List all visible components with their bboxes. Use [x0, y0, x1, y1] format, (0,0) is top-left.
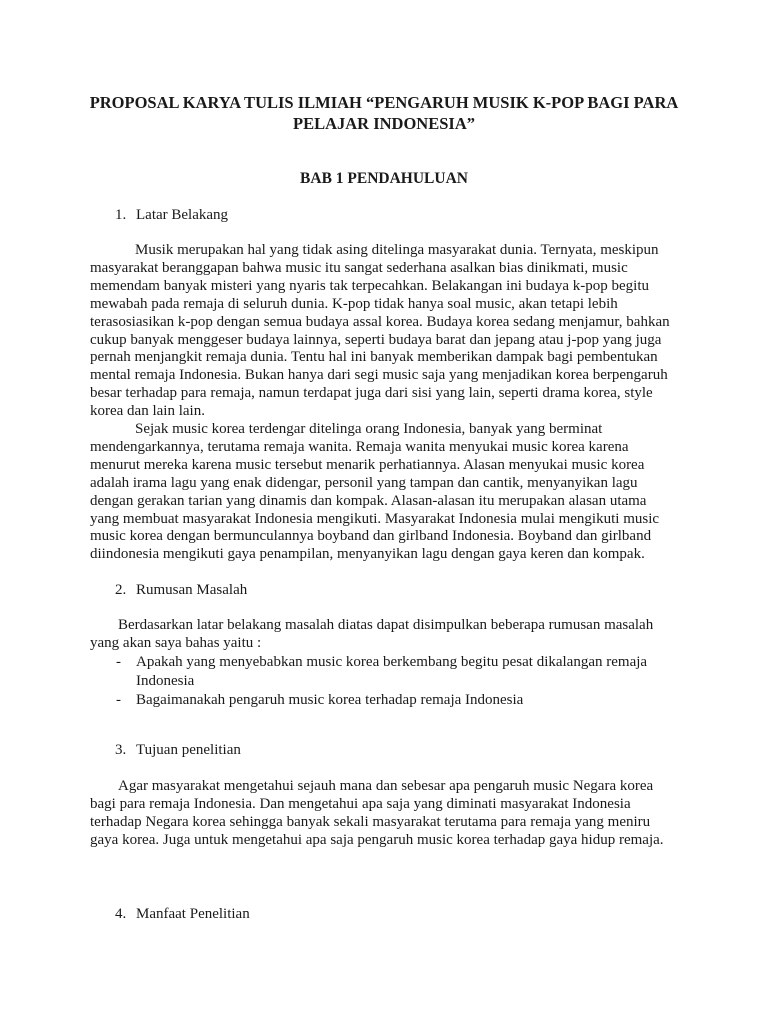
- section-heading-latar-belakang: [115, 205, 228, 225]
- section-number: 1.: [115, 207, 127, 223]
- section-heading-manfaat-penelitian: [115, 904, 250, 924]
- section-number: 2.: [115, 582, 127, 598]
- section-number: 4.: [115, 906, 127, 922]
- section-heading-text: Manfaat Penelitian: [136, 906, 250, 922]
- list-item: - Apakah yang menyebabkan music korea berkembang begitu pesat dikalangan remaja Indonesia: [116, 654, 648, 689]
- section-heading-text: Rumusan Masalah: [136, 582, 248, 598]
- latar-belakang-paragraph-2: Sejak music korea terdengar ditelinga orang Indonesia, banyak yang berminat mendengarkannya, terutama remaja wanita. Remaja wanita menyukai music korea karena menurut mereka karena music tersebut menarik perhatiannya. Alasan menyukai music korea adalah irama lagu yang enak didengar, personil yang tampan dan cantik, menyanyikan lagu dengan gerakan tarian yang dinamis dan kompak. Alasan-alasan itu merupakan alasan utama yang membuat masyarakat Indonesia mengikuti. Masyarakat Indonesia mulai mengikuti music music korea dengan bermunculannya boyband dan girlband Indonesia. Boyband dan girlband diindonesia mengikuti gaya penampilan, menyanyikan lagu dengan gaya keren dan kompak.: [90, 421, 660, 563]
- list-item: - Bagaimanakah pengaruh music korea terhadap remaja Indonesia: [116, 692, 524, 708]
- section-heading-rumusan-masalah: [115, 580, 247, 600]
- section-number: 3.: [115, 742, 127, 758]
- document-title: PROPOSAL KARYA TULIS ILMIAH “PENGARUH MUSIK K-POP BAGI PARA PELAJAR INDONESIA”: [89, 93, 679, 133]
- latar-belakang-paragraph-1: Musik merupakan hal yang tidak asing ditelinga masyarakat dunia. Ternyata, meskipun masyarakat beranggapan bahwa music itu sangat sederhana asalkan bias dinikmati, music memendam banyak misteri yang nyaris tak terpecahkan. Belakangan ini budaya k-pop begitu mewabah pada remaja di seluruh dunia. K-pop tidak hanya soal music, akan tetapi lebih terasosiasikan k-pop dengan semua budaya assal korea. Budaya korea sedang menjamur, bahkan cukup banyak menggeser budaya lainnya, seperti budaya barat dan jepang atau j-pop yang juga pernah menjangkit remaja dunia. Tentu hal ini banyak memberikan dampak bagi pembentukan mental remaja Indonesia. Bukan hanya dari segi music saja yang menjadikan korea berpengaruh besar terhadap para remaja, namun terdapat juga dari sisi yang lain, seperti drama korea, style korea dan lain lain.: [90, 242, 670, 420]
- tujuan-penelitian-paragraph: Agar masyarakat mengetahui sejauh mana dan sebesar apa pengaruh music Negara korea bagi para remaja Indonesia. Dan mengetahui apa saja yang diminati masyarakat Indonesia terhadap Negara korea sehingga banyak sekali masyarakat terutama para remaja yang meniru gaya korea. Juga untuk mengetahui apa saja pengaruh music korea terhadap gaya hidup remaja.: [90, 778, 664, 848]
- section-heading-text: Latar Belakang: [136, 207, 229, 223]
- section-heading-text: Tujuan penelitian: [136, 742, 241, 758]
- chapter-title: BAB 1 PENDAHULUAN: [300, 170, 468, 187]
- rumusan-masalah-intro: Berdasarkan latar belakang masalah diatas dapat disimpulkan beberapa rumusan masalah yang akan saya bahas yaitu :: [90, 617, 654, 651]
- rumusan-masalah-list: [90, 653, 678, 710]
- list-item-text: Bagaimanakah pengaruh music korea terhadap remaja Indonesia: [136, 692, 524, 708]
- list-item-text: Apakah yang menyebabkan music korea berkembang begitu pesat dikalangan remaja Indonesia: [136, 654, 648, 689]
- section-heading-tujuan-penelitian: [115, 740, 241, 760]
